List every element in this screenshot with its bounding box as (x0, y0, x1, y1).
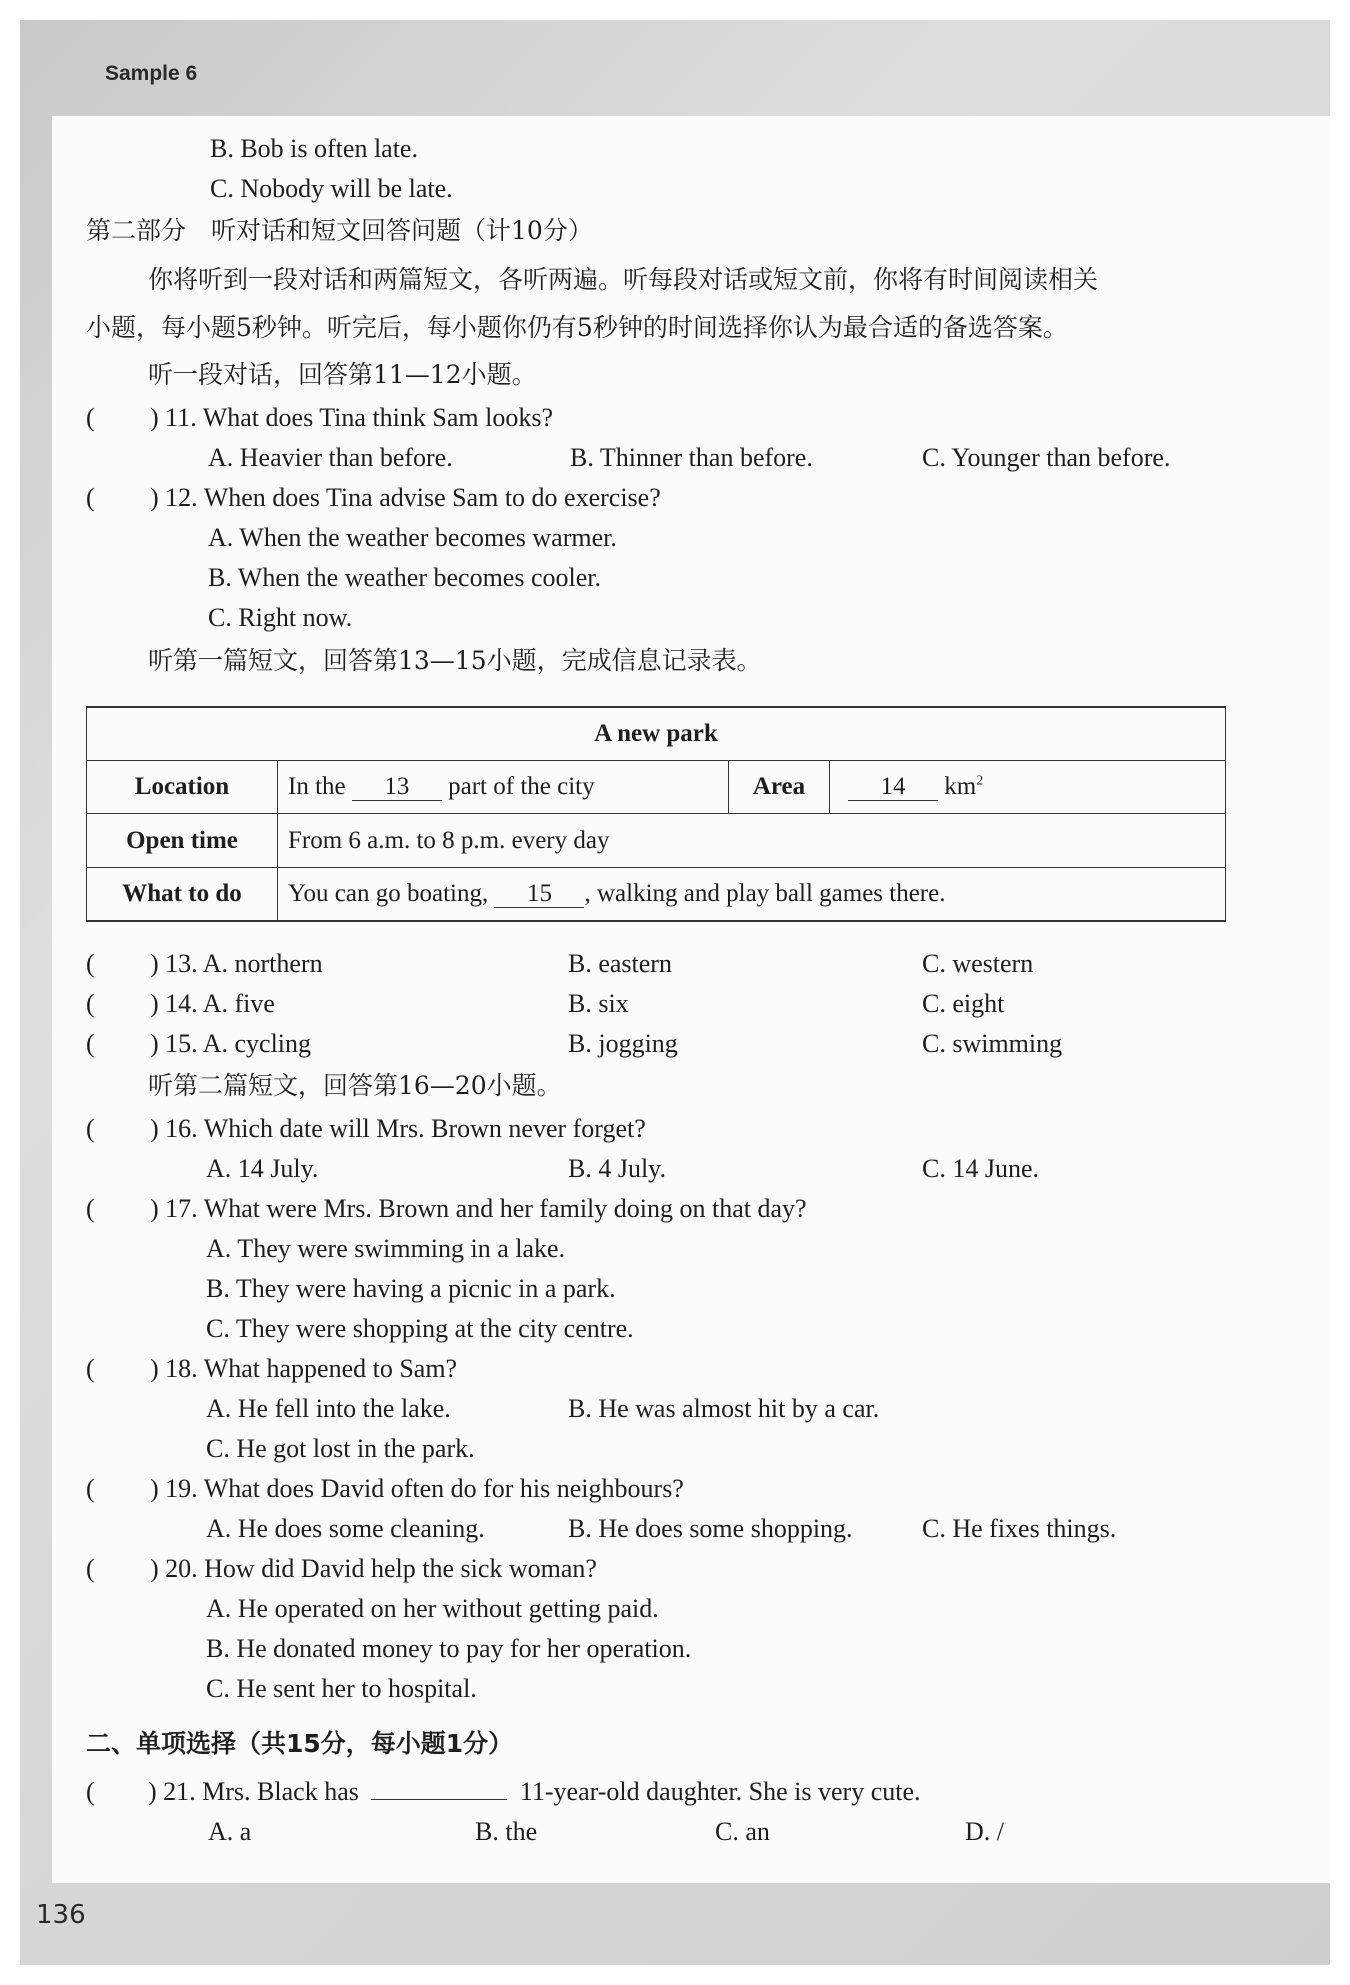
passage2-intro: 听第二篇短文，回答第16—20小题。 (148, 1071, 562, 1100)
open-time-value: From 6 a.m. to 8 p.m. every day (278, 814, 1226, 867)
q19-option-c: C. He fixes things. (922, 1514, 1117, 1543)
q12-option-b: B. When the weather becomes cooler. (208, 563, 601, 592)
q11-option-b: B. Thinner than before. (570, 443, 813, 472)
q18-option-b: B. He was almost hit by a car. (568, 1394, 880, 1423)
q17-option-b: B. They were having a picnic in a park. (206, 1274, 616, 1303)
location-before: In the (288, 773, 346, 801)
answer-paren: ( (86, 949, 95, 978)
prev-option-c: C. Nobody will be late. (210, 174, 453, 203)
q20-option-a: A. He operated on her without getting paid. (206, 1594, 659, 1623)
q18-option-c: C. He got lost in the park. (206, 1434, 475, 1463)
answer-paren: ( (86, 1194, 95, 1223)
q21-option-b: B. the (475, 1817, 538, 1846)
q11-option-a: A. Heavier than before. (208, 443, 453, 472)
q14-option-c: C. eight (922, 989, 1005, 1018)
q21-stem (148, 1776, 921, 1808)
passage1-intro: 听第一篇短文，回答第13—15小题，完成信息记录表。 (148, 646, 762, 675)
part2-title: 第二部分 听对话和短文回答问题（计10分） (86, 216, 593, 245)
area-label: Area (729, 761, 830, 814)
answer-paren: ( (86, 1354, 95, 1383)
q21-stem-before: ) 21. Mrs. Black has (148, 1777, 359, 1806)
q20-option-b: B. He donated money to pay for her operation. (206, 1634, 692, 1663)
q18-option-a: A. He fell into the lake. (206, 1394, 451, 1423)
todo-after: , walking and play ball games there. (584, 879, 946, 907)
q13-option-c: C. western (922, 949, 1034, 978)
q16-option-a: A. 14 July. (206, 1154, 319, 1183)
q20-stem: ) 20. How did David help the sick woman? (150, 1554, 597, 1583)
q16-option-c: C. 14 June. (922, 1154, 1039, 1183)
answer-paren: ( (86, 1029, 95, 1058)
area-superscript: 2 (976, 774, 984, 790)
q12-stem: ) 12. When does Tina advise Sam to do exercise? (150, 483, 661, 512)
q16-stem: ) 16. Which date will Mrs. Brown never forget? (150, 1114, 646, 1143)
q15-option-c: C. swimming (922, 1029, 1063, 1058)
open-time-label: Open time (87, 814, 278, 867)
answer-paren: ( (86, 1114, 95, 1143)
area-unit: km (944, 773, 977, 801)
sample-label: Sample 6 (105, 62, 198, 85)
answer-paren: ( (86, 403, 95, 432)
q18-stem: ) 18. What happened to Sam? (150, 1354, 458, 1383)
q17-option-a: A. They were swimming in a lake. (206, 1234, 566, 1263)
table-title: A new park (87, 707, 1226, 761)
info-record-table (86, 706, 1226, 922)
q21-option-a: A. a (208, 1817, 252, 1846)
q14-stem: ) 14. A. five (150, 989, 275, 1018)
q13-option-b: B. eastern (568, 949, 672, 978)
part2-instructions-2: 小题，每小题5秒钟。听完后，每小题你仍有5秒钟的时间选择你认为最合适的备选答案。 (86, 313, 1068, 342)
q19-stem: ) 19. What does David often do for his neighbours? (150, 1474, 684, 1503)
q17-stem: ) 17. What were Mrs. Brown and her family doing on that day? (150, 1194, 807, 1223)
q16-option-b: B. 4 July. (568, 1154, 666, 1183)
blank-14: 14 (848, 774, 938, 801)
q12-option-a: A. When the weather becomes warmer. (208, 523, 617, 552)
part2-instructions-1: 你将听到一段对话和两篇短文，各听两遍。听每段对话或短文前，你将有时间阅读相关 (148, 265, 1099, 294)
area-cell (830, 761, 1226, 814)
q19-option-a: A. He does some cleaning. (206, 1514, 485, 1543)
blank-15: 15 (494, 881, 584, 908)
q11-stem: ) 11. What does Tina think Sam looks? (150, 403, 553, 432)
section2-title: 二、单项选择（共15分，每小题1分） (86, 1729, 514, 1758)
answer-paren: ( (86, 1554, 95, 1583)
prev-option-b: B. Bob is often late. (210, 134, 418, 163)
what-to-do-label: What to do (87, 867, 278, 921)
answer-paren: ( (86, 483, 95, 512)
q15-option-b: B. jogging (568, 1029, 678, 1058)
answer-paren: ( (86, 989, 95, 1018)
answer-paren: ( (86, 1777, 95, 1806)
blank-13: 13 (352, 774, 442, 801)
location-after: part of the city (448, 773, 595, 801)
page-number: 136 (36, 1900, 86, 1930)
q11-option-c: C. Younger than before. (922, 443, 1171, 472)
q21-stem-after: 11-year-old daughter. She is very cute. (519, 1777, 921, 1806)
location-cell (278, 761, 729, 814)
q20-option-c: C. He sent her to hospital. (206, 1674, 477, 1703)
location-label: Location (87, 761, 278, 814)
q15-stem: ) 15. A. cycling (150, 1029, 312, 1058)
answer-paren: ( (86, 1474, 95, 1503)
q19-option-b: B. He does some shopping. (568, 1514, 853, 1543)
q12-option-c: C. Right now. (208, 603, 353, 632)
q21-blank (371, 1799, 507, 1800)
q13-stem: ) 13. A. northern (150, 949, 323, 978)
q21-option-d: D. / (965, 1817, 1004, 1846)
dialogue-intro: 听一段对话，回答第11—12小题。 (148, 360, 537, 389)
q14-option-b: B. six (568, 989, 629, 1018)
q17-option-c: C. They were shopping at the city centre. (206, 1314, 634, 1343)
todo-before: You can go boating, (288, 879, 489, 907)
what-to-do-cell (278, 867, 1226, 921)
q21-option-c: C. an (715, 1817, 770, 1846)
